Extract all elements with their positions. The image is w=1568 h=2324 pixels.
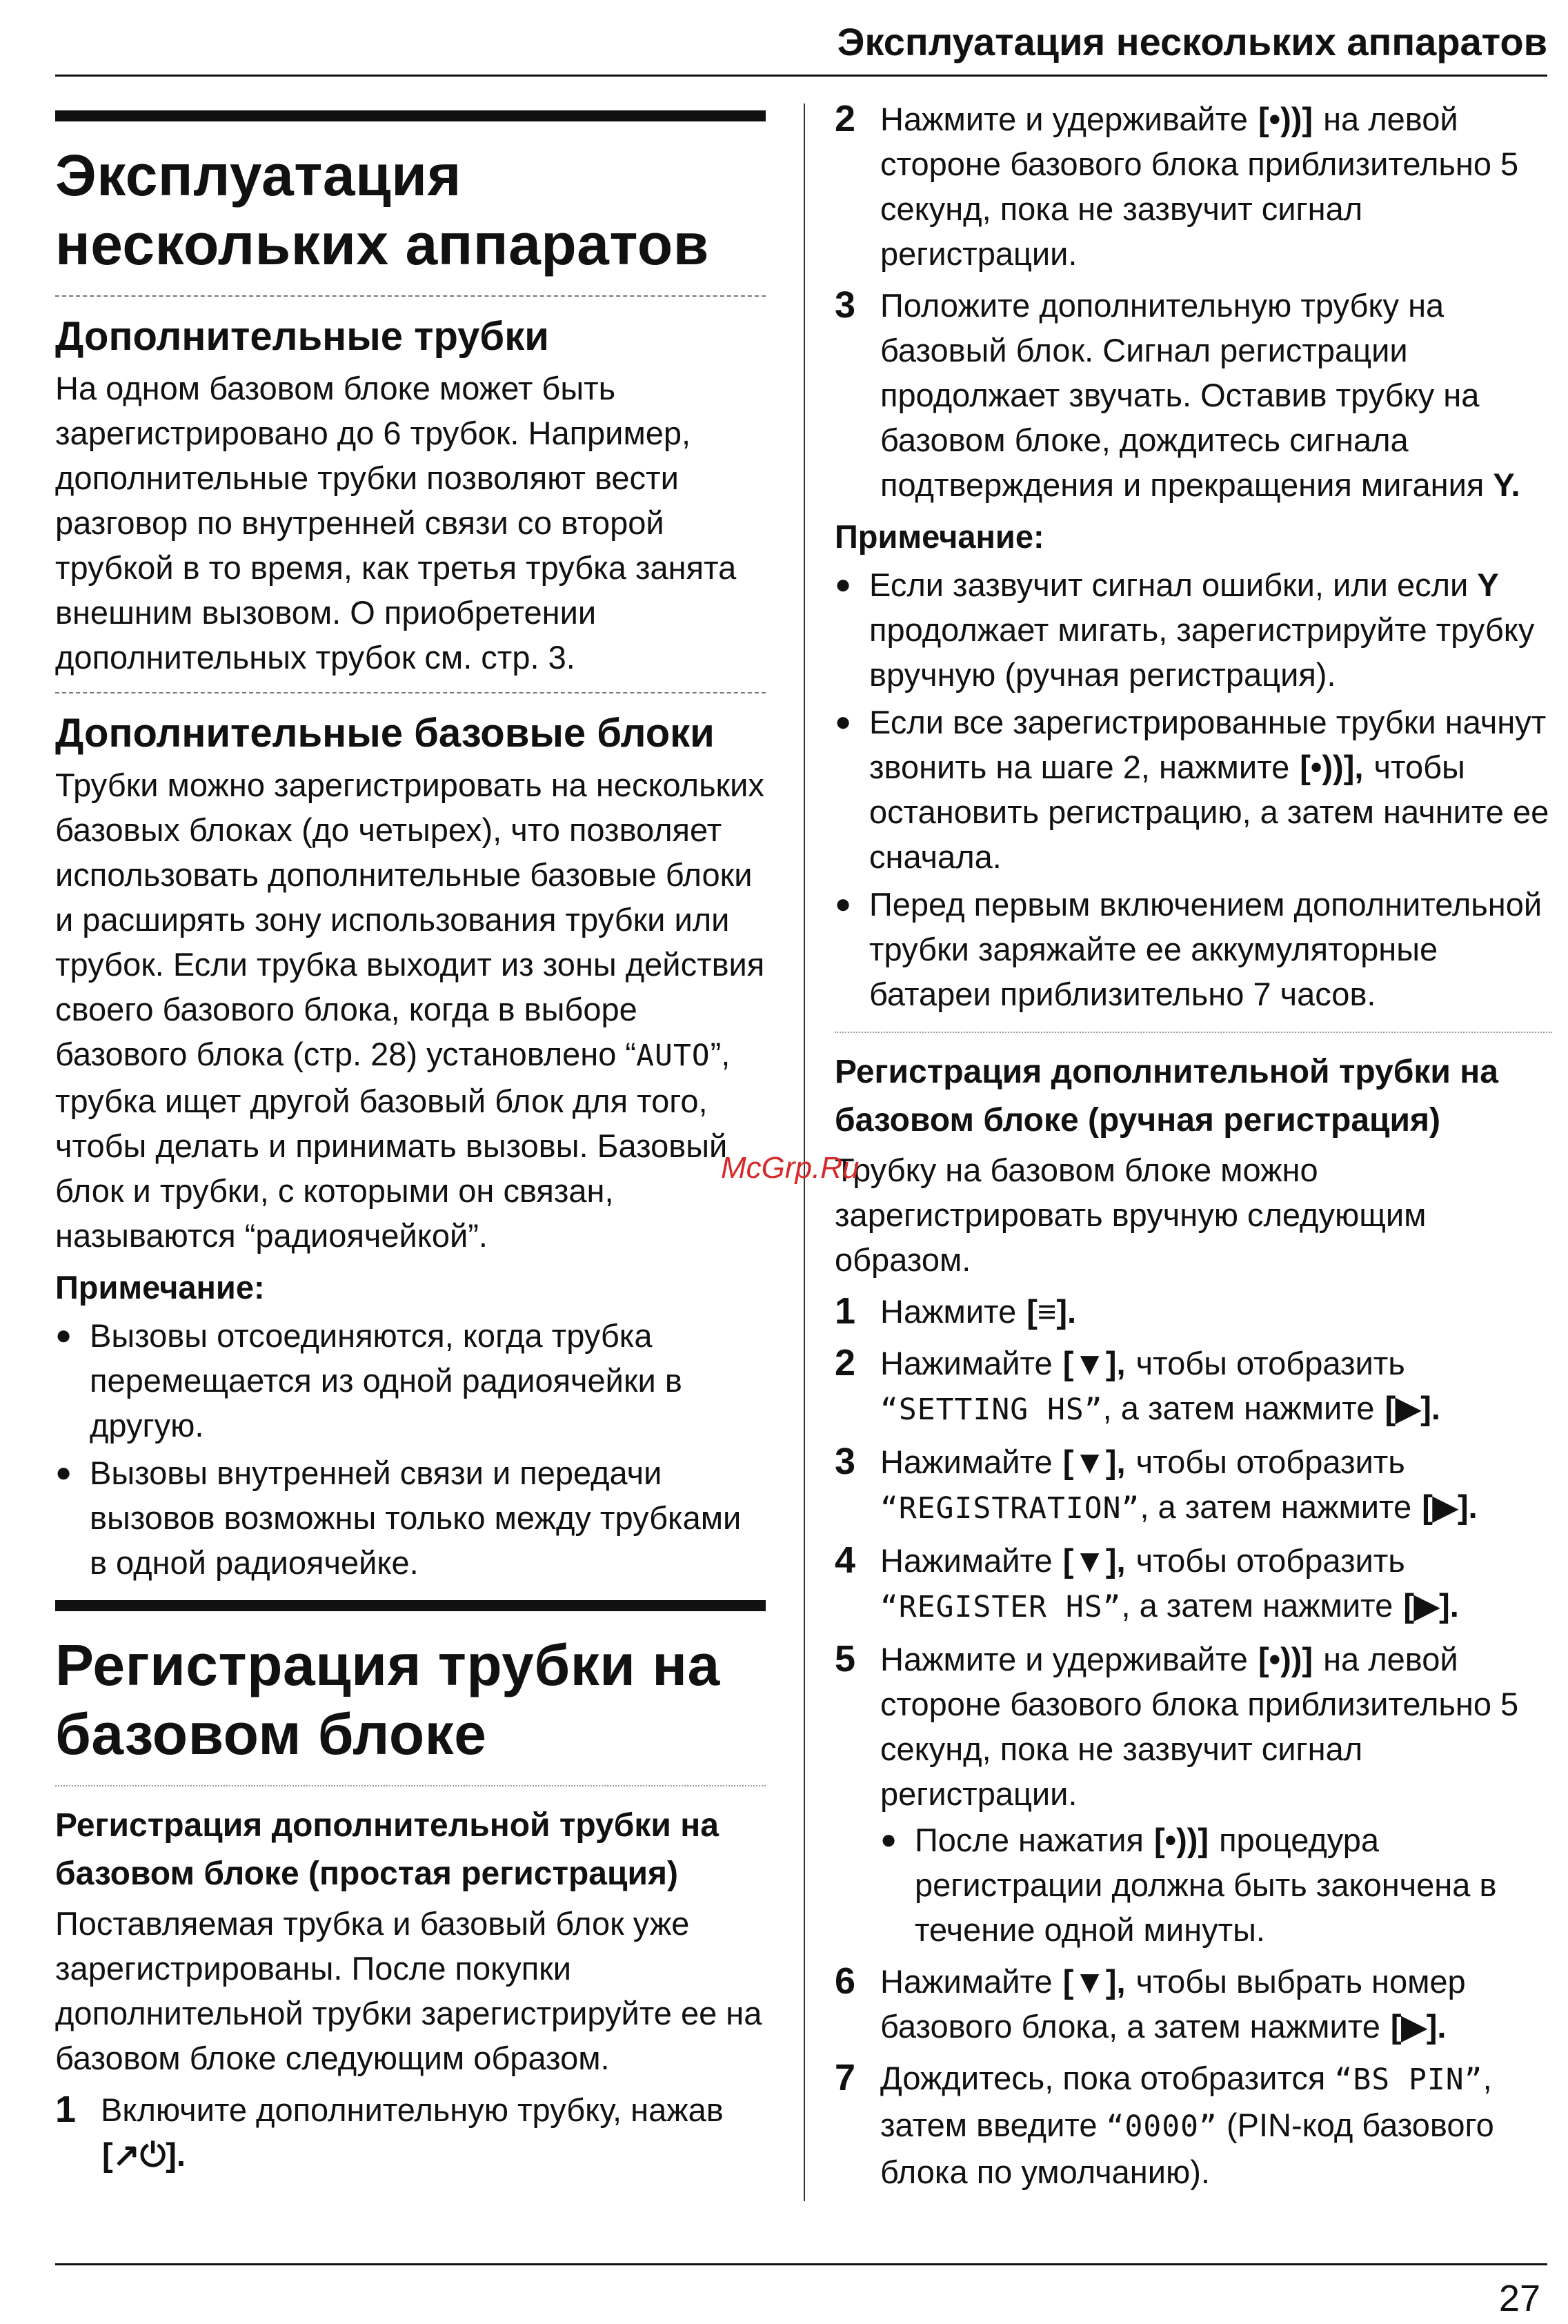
down-key-icon: [▼], xyxy=(1062,1444,1126,1480)
manual-registration-text: Трубку на базовом блоке можно зарегистрировать вручную следующим образом. xyxy=(835,1152,1427,1278)
note-label: Примечание: xyxy=(835,518,1044,555)
locator-key-icon: [•))] xyxy=(1258,1641,1313,1677)
step-3: 3 Положите дополнительную трубку на базовый блок. Сигнал регистрации продолжает звучать. Оставив трубку на базовом блоке, дождитесь сигнала подтверждения и прекращения мигания Y. xyxy=(835,284,1520,503)
subsection-title-extra-handsets: Дополнительные трубки xyxy=(55,314,549,359)
right-key-icon: [▶]. xyxy=(1390,2008,1447,2045)
manual-step-4: 4 Нажимайте [▼], чтобы отобразить “REGISTER HS”, а затем нажмите [▶]. xyxy=(835,1538,1552,1630)
extra-bases-text: Трубки можно зарегистрировать на нескольких базовых блоках (до четырех), что позволяет использовать дополнительные базовые блоки и расширять зону использования трубки или трубок. Если трубка выходит из зоны действия своего базового блока, когда в выборе базового блока (стр. 28) установлено “AUTO”, трубка ищет другой базовый блок для того, чтобы делать и принимать вызовы. Базовый блок и трубки, с которыми он связан, называются “радиоячейкой”. xyxy=(55,767,765,1254)
subsection-title-extra-bases: Дополнительные базовые блоки xyxy=(55,711,715,756)
subsection-title-manual-registration: Регистрация дополнительной трубки на базовом блоке (ручная регистрация) xyxy=(835,1054,1498,1139)
notes-list xyxy=(835,562,1552,1016)
note-label: Примечание: xyxy=(55,1269,265,1306)
section-title-registration: Регистрация трубки на базовом блоке xyxy=(55,1633,720,1766)
right-column xyxy=(835,97,1552,2201)
footer-rule xyxy=(55,2263,1547,2265)
watermark: McGrp.Ru xyxy=(721,1151,860,1185)
right-key-icon: [▶]. xyxy=(1403,1587,1459,1624)
easy-registration-text: Поставляемая трубка и базовый блок уже зарегистрированы. После покупки дополнительной трубки зарегистрируйте ее на базовом блоке следующим образом. xyxy=(55,1905,762,2076)
manual-steps-list xyxy=(835,1289,1552,2194)
manual-step-7: 7 Дождитесь, пока отобразится “BS PIN”, затем введите “0000” (PIN-код базового блока по умолчанию). xyxy=(835,2057,1494,2190)
page-number: 27 xyxy=(1498,2278,1540,2319)
steps-list-continued xyxy=(835,97,1552,507)
right-key-icon: [▶]. xyxy=(1422,1488,1478,1525)
divider xyxy=(835,1032,1552,1033)
list-item: ● Если все зарегистрированные трубки начнут звонить на шаге 2, нажмите [•))], чтобы остановить регистрацию, а затем начните ее сначала. xyxy=(835,700,1552,879)
page-header xyxy=(55,14,1547,77)
manual-step-3: 3 Нажимайте [▼], чтобы отобразить “REGISTRATION”, а затем нажмите [▶]. xyxy=(835,1439,1552,1531)
locator-key-icon: [•))] xyxy=(1258,101,1313,137)
notes-list xyxy=(55,1313,766,1585)
antenna-icon: Y. xyxy=(1493,466,1520,503)
left-column xyxy=(55,110,766,2184)
locator-key-icon: [•))] xyxy=(1153,1822,1209,1858)
step-1: 1 Включите дополнительную трубку, нажав [↗⏻]. xyxy=(55,2087,766,2177)
extra-handsets-text: На одном базовом блоке может быть зарегистрировано до 6 трубок. Например, дополнительные трубки позволяют вести разговор по внутренней связи со второй трубкой в то время, как третья трубка занята внешним вызовом. О приобретении дополнительных трубок см. стр. 3. xyxy=(55,370,737,676)
list-item: ● Вызовы внутренней связи и передачи вызовов возможны только между трубками в одной радиоячейке. xyxy=(55,1450,766,1585)
section-title-multi-units: Эксплуатация нескольких аппаратов xyxy=(55,143,709,277)
manual-step-1: 1 Нажмите [≡]. xyxy=(835,1289,1552,1334)
sub-bullet: ● После нажатия [•))] процедура регистрации должна быть закончена в течение одной минуты. xyxy=(880,1818,1552,1952)
list-item: ● Если зазвучит сигнал ошибки, или если Y продолжает мигать, зарегистрируйте трубку вручную (ручная регистрация). xyxy=(835,562,1552,697)
down-key-icon: [▼], xyxy=(1062,1345,1126,1381)
divider xyxy=(55,1785,766,1786)
subsection-title-easy-registration: Регистрация дополнительной трубки на базовом блоке (простая регистрация) xyxy=(55,1807,719,1892)
down-key-icon: [▼], xyxy=(1062,1963,1126,2000)
manual-step-5: 5 Нажмите и удерживайте [•))] на левой стороне базового блока приблизительно 5 секунд, пока не зазвучит сигнал регистрации. ● После нажатия [•))] процедура регистрации должна быть закончена в течение одной минуты. xyxy=(835,1637,1552,1952)
list-item: ● Перед первым включением дополнительной трубки заряжайте ее аккумуляторные батареи приблизительно 7 часов. xyxy=(835,882,1552,1016)
running-title: Эксплуатация нескольких аппаратов xyxy=(837,20,1547,63)
down-key-icon: [▼], xyxy=(1062,1542,1126,1579)
divider xyxy=(55,295,766,297)
manual-step-6: 6 Нажимайте [▼], чтобы выбрать номер базового блока, а затем нажмите [▶]. xyxy=(835,1959,1552,2049)
antenna-icon: Y xyxy=(1477,567,1499,603)
menu-key-icon: [≡]. xyxy=(1026,1293,1077,1330)
section-rule xyxy=(55,1600,766,1611)
power-key-icon: [↗⏻]. xyxy=(102,2136,186,2173)
step-2: 2 Нажмите и удерживайте [•))] на левой стороне базового блока приблизительно 5 секунд, пока не зазвучит сигнал регистрации. xyxy=(835,98,1519,272)
list-item: ● Вызовы отсоединяются, когда трубка перемещается из одной радиоячейки в другую. xyxy=(55,1313,766,1448)
locator-key-icon: [•))], xyxy=(1300,749,1364,785)
steps-list xyxy=(55,2087,766,2177)
right-key-icon: [▶]. xyxy=(1385,1390,1440,1426)
manual-step-2: 2 Нажимайте [▼], чтобы отобразить “SETTING HS”, а затем нажмите [▶]. xyxy=(835,1341,1552,1432)
divider xyxy=(55,692,766,693)
section-rule xyxy=(55,110,766,121)
